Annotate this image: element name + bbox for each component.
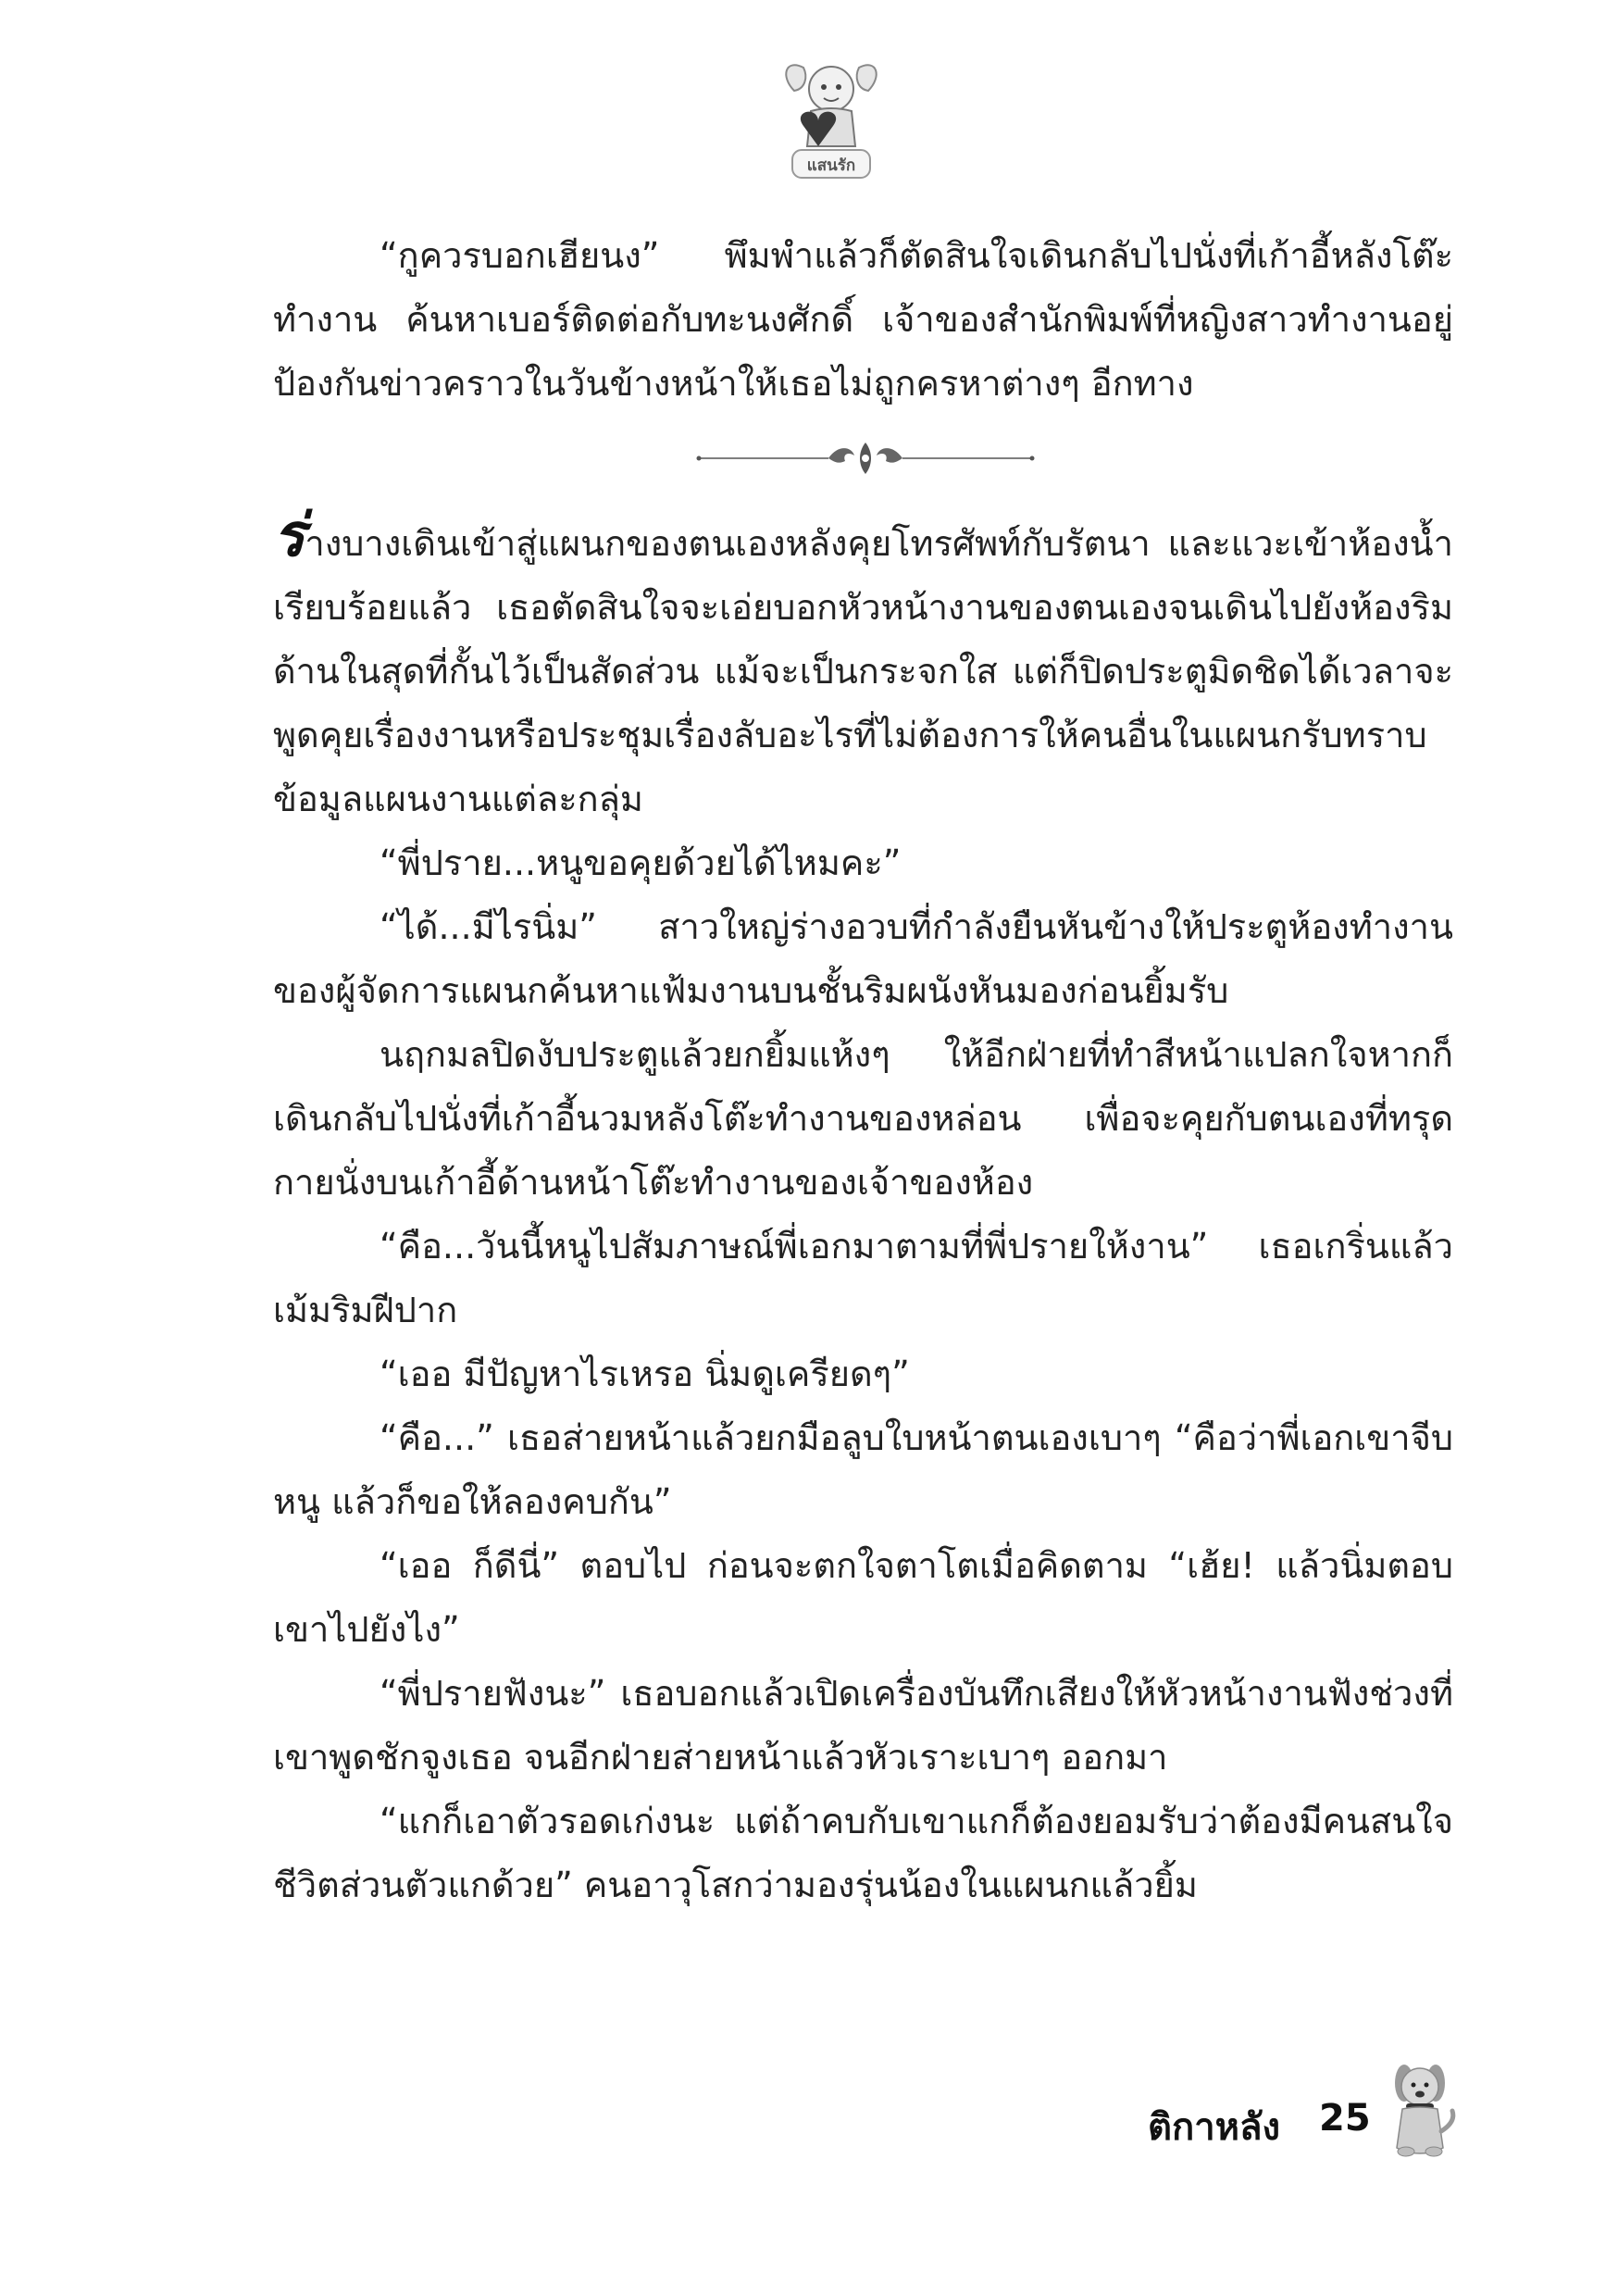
section-1: [273, 224, 1453, 416]
cupid-heart-logo-icon: [776, 54, 887, 183]
opening-paragraph-text: างบางเดินเข้าสู่แผนกของตนเองหลังคุยโทรศัพท์กับรัตนา และแวะเข้าห้องน้ำเรียบร้อยแล้ว เธอตัดสินใจจะเอ่ยบอกหัวหน้างานของตนเองจนเดินไปยังห้องริมด้านในสุดที่กั้นไว้เป็นสัดส่วน แม้จะเป็นกระจกใส แต่ก็ปิดประตูมิดชิดได้เวลาจะพูดคุยเรื่องงานหรือประชุมเรื่องลับอะไรที่ไม่ต้องการให้คนอื่นในแผนกรับทราบข้อมูลแผนงานแต่ละกลุ่ม: [273, 523, 1453, 819]
opening-paragraph: [273, 502, 1453, 831]
paragraph: “เออ ก็ดีนี่” ตอบไป ก่อนจะตกใจตาโตเมื่อคิดตาม “เฮ้ย! แล้วนิ่มตอบเขาไปยังไง”: [273, 1545, 1453, 1650]
page-number: 25: [1319, 2097, 1371, 2140]
section-2: [273, 502, 1453, 1917]
paragraph: “แกก็เอาตัวรอดเก่งนะ แต่ถ้าคบกับเขาแกก็ต้องยอมรับว่าต้องมีคนสนใจชีวิตส่วนตัวแกด้วย” คนอาวุโสกว่ามองรุ่นน้องในแผนกแล้วยิ้ม: [273, 1801, 1453, 1905]
paragraph: “พี่ปรายฟังนะ” เธอบอกแล้วเปิดเครื่องบันทึกเสียงให้หัวหน้างานฟังช่วงที่เขาพูดชักจูงเธอ จนอีกฝ่ายส่ายหน้าแล้วหัวเราะเบาๆ ออกมา: [273, 1673, 1453, 1778]
running-title: ติกาหลัง: [1148, 2106, 1281, 2149]
ornament-divider-icon: [690, 435, 1041, 481]
paragraph: “คือ...” เธอส่ายหน้าแล้วยกมือลูบใบหน้าตนเองเบาๆ “คือว่าพี่เอกเขาจีบหนู แล้วก็ขอให้ลองคบกัน”: [273, 1417, 1453, 1522]
paragraph: “กูควรบอกเฮียนง” พึมพำแล้วก็ตัดสินใจเดินกลับไปนั่งที่เก้าอี้หลังโต๊ะทำงาน ค้นหาเบอร์ติดต่อกับทะนงศักดิ์ เจ้าของสำนักพิมพ์ที่หญิงสาวทำงานอยู่ ป้องกันข่าวคราวในวันข้างหน้าให้เธอไม่ถูกครหาต่างๆ อีกทาง: [273, 235, 1453, 404]
paragraph: “ได้...มีไรนิ่ม” สาวใหญ่ร่างอวบที่กำลังยืนหันข้างให้ประตูห้องทำงานของผู้จัดการแผนกค้นหาแฟ้มงานบนชั้นริมผนังหันมองก่อนยิ้มรับ: [273, 906, 1453, 1011]
logo-text: แสนรัก: [806, 156, 856, 175]
paragraph: นฤกมลปิดงับประตูแล้วยกยิ้มแห้งๆ ให้อีกฝ่ายที่ทำสีหน้าแปลกใจหากก็เดินกลับไปนั่งที่เก้าอี้นวมหลังโต๊ะทำงานของหล่อน เพื่อจะคุยกับตนเองที่ทรุดกายนั่งบนเก้าอี้ด้านหน้าโต๊ะทำงานของเจ้าของห้อง: [273, 1034, 1453, 1203]
drop-cap: ร่: [273, 502, 305, 570]
puppy-icon: [1376, 2057, 1460, 2159]
paragraph: “คือ...วันนี้หนูไปสัมภาษณ์พี่เอกมาตามที่พี่ปรายให้งาน” เธอเกริ่นแล้วเม้มริมฝีปาก: [273, 1226, 1453, 1330]
paragraph: “เออ มีปัญหาไรเหรอ นิ่มดูเครียดๆ”: [380, 1354, 910, 1394]
paragraph: “พี่ปราย...หนูขอคุยด้วยได้ไหมคะ”: [380, 842, 902, 883]
